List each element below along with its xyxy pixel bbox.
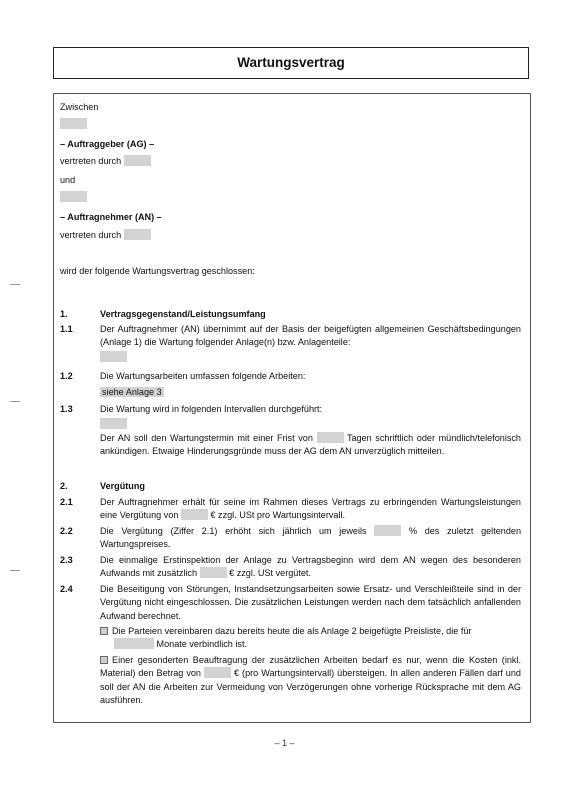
option-text-2: Monate verbindlich ist. bbox=[156, 639, 248, 650]
ag-representative-field[interactable] bbox=[124, 155, 151, 166]
anlage-field[interactable] bbox=[100, 351, 127, 362]
clause-paragraph bbox=[100, 525, 521, 552]
und-text: und bbox=[60, 175, 76, 185]
zwischen-text: Zwischen bbox=[60, 102, 99, 112]
option-beauftragung bbox=[100, 654, 521, 707]
erhoehung-text: Die Vergütung (Ziffer 2.1) erhöht sich jährlich um jeweils bbox=[100, 526, 367, 536]
clause-number: 1.3 bbox=[60, 404, 73, 414]
arbeiten-field[interactable]: siehe Anlage 3 bbox=[102, 387, 162, 397]
erstinspektion-field[interactable] bbox=[200, 567, 227, 578]
clause-paragraph bbox=[100, 554, 521, 581]
frist-text: Der AN soll den Wartungstermin mit einer Frist von bbox=[100, 433, 313, 443]
verguetung-field[interactable] bbox=[181, 509, 208, 520]
clause-paragraph bbox=[100, 432, 521, 459]
frist-text-2: Tagen schriftlich oder mündlich/telefonisch ankündigen. Etwaige Hinderungsgründe muss der AG dem AN unverzüglich mitteilen. bbox=[100, 433, 521, 457]
section-heading: Vergütung bbox=[100, 481, 145, 491]
clause-number: 2.4 bbox=[60, 584, 73, 594]
erhoehung-field[interactable] bbox=[374, 525, 401, 536]
vertreten-label: vertreten durch bbox=[60, 156, 122, 166]
margin-mark bbox=[10, 401, 20, 402]
betrag-field[interactable] bbox=[204, 667, 231, 678]
section-number: 1. bbox=[60, 309, 68, 319]
option-text-2: € (pro Wartungsintervall) übersteigen. In allen anderen Fällen darf und soll der AN die Arbeiten zur Vermeidung von Verzögerungen ohne vorherige Rücksprache mit dem AG ausführen. bbox=[100, 668, 521, 705]
clause-text: Der Auftragnehmer (AN) übernimmt auf der Basis der beigefügten allgemeinen Geschäftsbedingungen (Anlage 1) die Wartung folgender Anlage(n) bzw. Anlagenteile: bbox=[100, 324, 521, 348]
an-name-field[interactable] bbox=[60, 191, 87, 202]
clause-number: 2.2 bbox=[60, 526, 73, 536]
clause-text: Die Wartung wird in folgenden Intervallen durchgeführt: bbox=[100, 404, 323, 414]
document-title: Wartungsvertrag bbox=[53, 47, 529, 79]
intervall-field[interactable] bbox=[100, 418, 127, 429]
option-text: Einer gesonderten Beauftragung der zusätzlichen Arbeiten bedarf es nur, wenn die Kosten (inkl. Material) den Betrag von bbox=[100, 655, 521, 679]
verguetung-text: Der Auftragnehmer erhält für seine im Rahmen dieses Vertrags zu erbringenden Wartungsleistungen eine Vergütung von bbox=[100, 497, 521, 521]
monate-field[interactable] bbox=[114, 638, 154, 649]
section-number: 2. bbox=[60, 481, 68, 491]
margin-mark bbox=[10, 284, 20, 285]
ag-name-field[interactable] bbox=[60, 118, 87, 129]
checkbox-preisliste[interactable] bbox=[100, 627, 108, 635]
an-label: – Auftragnehmer (AN) – bbox=[60, 212, 162, 222]
vertreten-label: vertreten durch bbox=[60, 230, 122, 240]
clause-number: 2.3 bbox=[60, 555, 73, 565]
margin-mark bbox=[10, 570, 20, 571]
clause-number: 1.2 bbox=[60, 371, 73, 381]
clause-number: 2.1 bbox=[60, 497, 73, 507]
erstinspektion-text: Die einmalige Erstinspektion der Anlage zu Vertragsbeginn wird dem AN wegen des besonderen Aufwands mit zusätzlich bbox=[100, 555, 521, 579]
erstinspektion-text-2: € zzgl. USt vergütet. bbox=[229, 568, 311, 579]
intro-text: wird der folgende Wartungsvertrag geschlossen: bbox=[60, 266, 255, 276]
erhoehung-text-2: % des zuletzt geltenden Wartungspreises. bbox=[100, 526, 522, 550]
an-representative-field[interactable] bbox=[124, 229, 151, 240]
checkbox-beauftragung[interactable] bbox=[100, 656, 108, 664]
verguetung-text-2: € zzgl. USt pro Wartungsintervall. bbox=[210, 510, 346, 521]
clause-paragraph bbox=[100, 496, 521, 523]
page-number: – 1 – bbox=[274, 738, 295, 748]
option-preisliste bbox=[100, 625, 521, 652]
section-heading: Vertragsgegenstand/Leistungsumfang bbox=[100, 309, 266, 319]
frist-field[interactable] bbox=[317, 432, 344, 443]
clause-text: Die Beseitigung von Störungen, Instandsetzungsarbeiten sowie Ersatz- und Verschleißteile sind in der Vergütung nicht eingeschlossen. Die zusätzlichen Leistungen werden nach dem tatsächlich anfallenden Aufwand berechnet. bbox=[100, 584, 521, 621]
clause-text: Die Wartungsarbeiten umfassen folgende Arbeiten: bbox=[100, 371, 306, 381]
option-text: Die Parteien vereinbaren dazu bereits heute die als Anlage 2 beigefügte Preisliste, die für bbox=[112, 626, 472, 636]
ag-label: – Auftraggeber (AG) – bbox=[60, 139, 155, 149]
clause-number: 1.1 bbox=[60, 324, 73, 334]
